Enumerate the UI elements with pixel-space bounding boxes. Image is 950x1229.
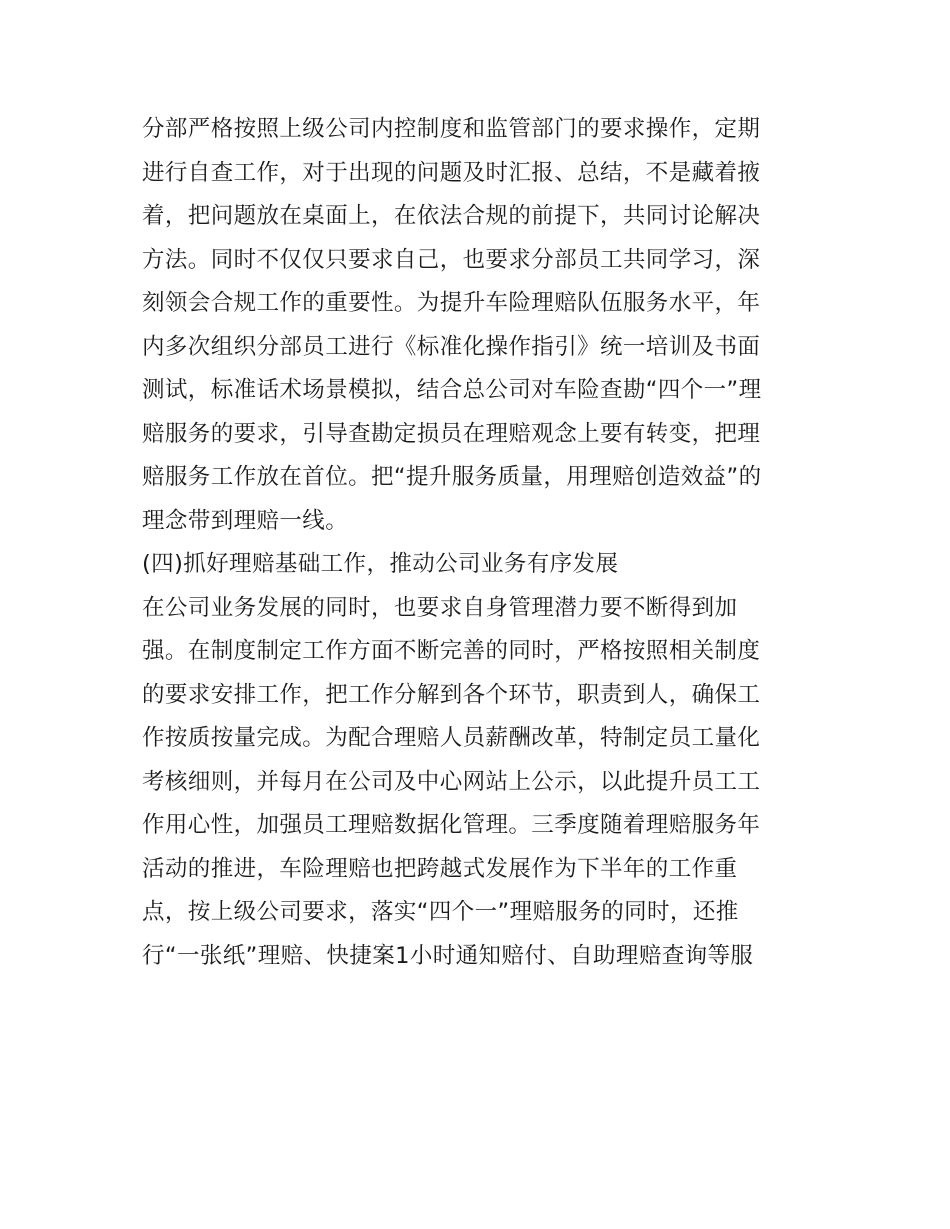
text-line: 作按质按量完成。为配合理赔人员薪酬改革，特制定员工量化 [142,725,761,751]
text-line: 赔服务的要求，引导查勘定损员在理赔观念上要有转变，把理 [142,420,761,447]
text-line: 方法。同时不仅仅只要求自己，也要求分部员工共同学习，深 [142,246,761,273]
text-line: 活动的推进，车险理赔也把跨越式发展作为下半年的工作重 [142,855,738,882]
section-heading: (四)抓好理赔基础工作，推动公司业务有序发展 [142,551,619,577]
text-line: 强。在制度制定工作方面不断完善的同时，严格按照相关制度 [142,638,761,664]
text-line: 考核细则，并每月在公司及中心网站上公示，以此提升员工工 [142,768,761,795]
text-line: 点，按上级公司要求，落实“四个一”理赔服务的同时，还推 [142,899,739,925]
text-line: 在公司业务发展的同时，也要求自身管理潜力要不断得到加 [142,594,738,621]
text-line: 测试，标准话术场景模拟，结合总公司对车险查勘“四个一”理 [142,377,762,403]
text-line: 理念带到理赔一线。 [142,507,349,534]
text-line: 内多次组织分部员工进行《标准化操作指引》统一培训及书面 [142,333,761,360]
text-line: 的要求安排工作，把工作分解到各个环节，职责到人，确保工 [142,681,761,708]
paragraph-1 [142,108,814,543]
text-line: 赔服务工作放在首位。把“提升服务质量，用理赔创造效益”的 [142,464,762,490]
text-line: 进行自查工作，对于出现的问题及时汇报、总结，不是藏着掖 [142,159,761,186]
text-line: 作用心性，加强员工理赔数据化管理。三季度随着理赔服务年 [142,812,761,838]
text-line: 刻领会合规工作的重要性。为提升车险理赔队伍服务水平，年 [142,290,761,316]
document-body [142,108,814,978]
paragraph-2 [142,587,814,979]
text-line: 分部严格按照上级公司内控制度和监管部门的要求操作，定期 [142,116,761,142]
text-line: 着，把问题放在桌面上，在依法合规的前提下，共同讨论解决 [142,203,761,229]
text-line: 行“一张纸”理赔、快捷案1小时通知赔付、自助理赔查询等服 [142,942,754,969]
